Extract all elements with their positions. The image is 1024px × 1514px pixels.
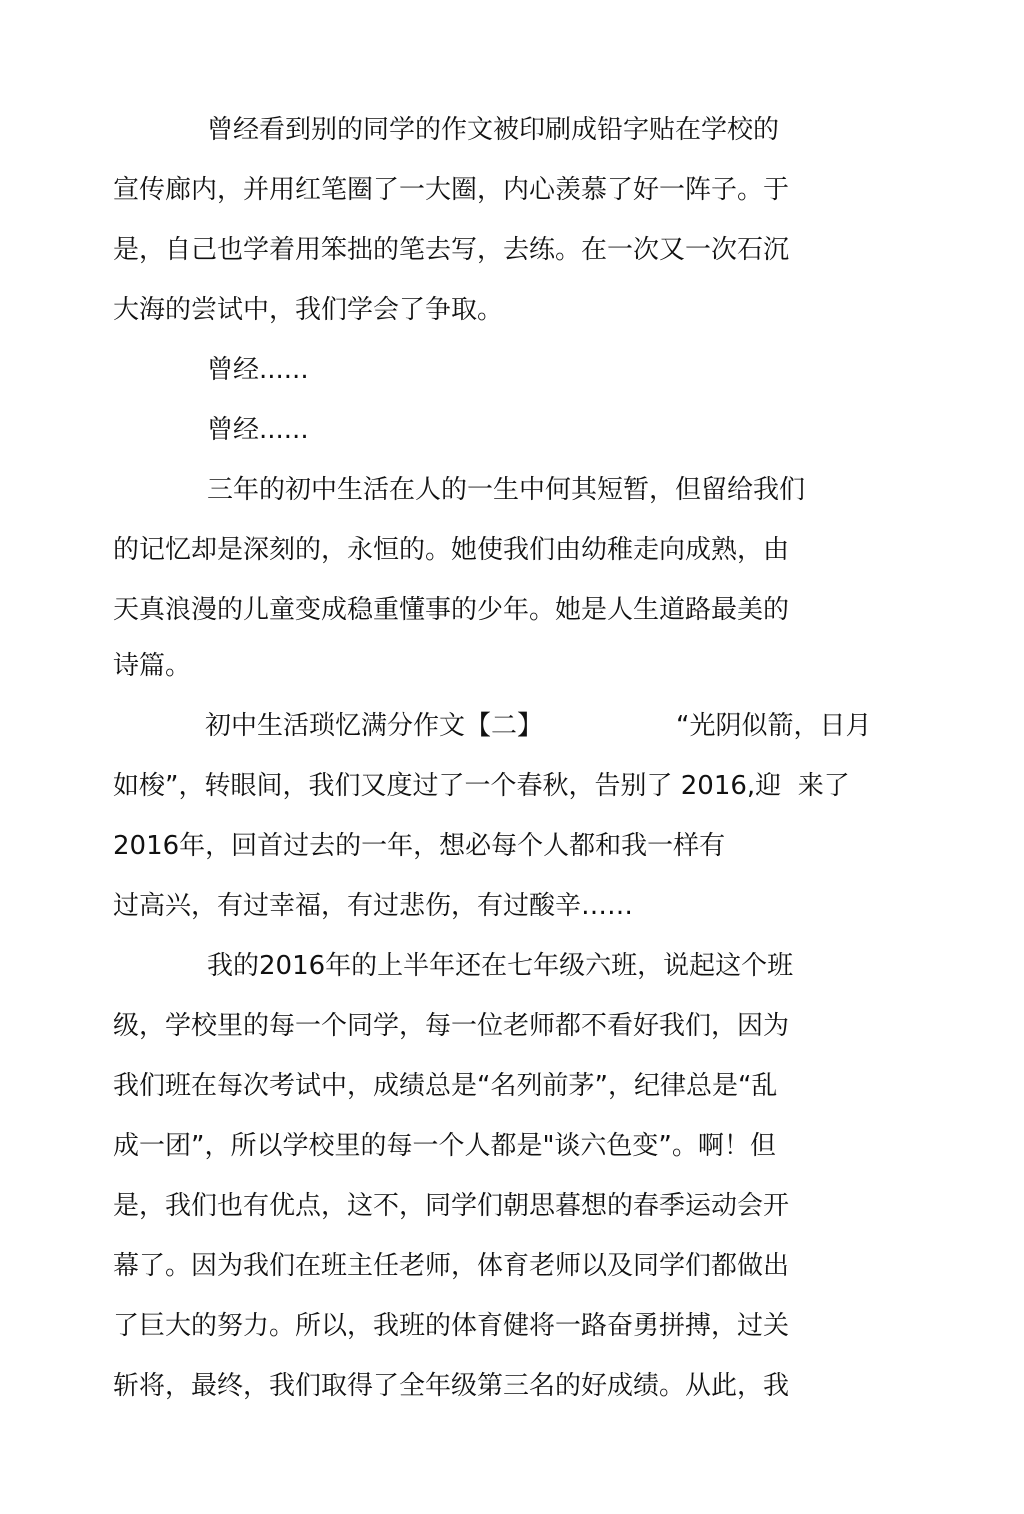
paragraph-5-line-4: 过高兴，有过幸福，有过悲伤，有过酸辛…… [113, 891, 634, 921]
paragraph-5-line-3: 2016年，回首过去的一年，想必每个人都和我一样有 [113, 831, 726, 861]
paragraph-1-line-4: 大海的尝试中，我们学会了争取。 [113, 295, 504, 325]
paragraph-1-line-2: 宣传廊内，并用红笔圈了一大圈，内心羡慕了好一阵子。于 [113, 175, 790, 205]
paragraph-6-line-5: 是，我们也有优点，这不，同学们朝思暮想的春季运动会开 [113, 1191, 790, 1221]
paragraph-1-line-3: 是，自己也学着用笨拙的笔去写，去练。在一次又一次石沉 [113, 235, 790, 265]
paragraph-6-line-4: 成一团”，所以学校里的每一个人都是"谈六色变”。啊！但 [113, 1131, 776, 1161]
paragraph-5-line-2: 如梭”，转眼间，我们又度过了一个春秋，告别了 2016,迎 来了 [113, 771, 850, 801]
paragraph-1-line-1: 曾经看到别的同学的作文被印刷成铅字贴在学校的 [207, 115, 780, 145]
paragraph-4-line-1: 三年的初中生活在人的一生中何其短暂，但留给我们 [207, 475, 806, 505]
paragraph-6-line-6: 幕了。因为我们在班主任老师，体育老师以及同学们都做出 [113, 1251, 790, 1281]
paragraph-6-line-7: 了巨大的努力。所以，我班的体育健将一路奋勇拼搏，过关 [113, 1311, 790, 1341]
paragraph-6-line-3: 我们班在每次考试中，成绩总是“名列前茅”，纪律总是“乱 [113, 1071, 778, 1101]
paragraph-2: 曾经...... [207, 355, 309, 385]
paragraph-4-line-2: 的记忆却是深刻的，永恒的。她使我们由幼稚走向成熟，由 [113, 535, 790, 565]
paragraph-6-line-8: 斩将，最终，我们取得了全年级第三名的好成绩。从此，我 [113, 1371, 790, 1401]
paragraph-6-line-1: 我的2016年的上半年还在七年级六班，说起这个班 [207, 951, 794, 981]
paragraph-6-line-2: 级，学校里的每一个同学，每一位老师都不看好我们，因为 [113, 1011, 790, 1041]
paragraph-4-line-3: 天真浪漫的儿童变成稳重懂事的少年。她是人生道路最美的 [113, 595, 790, 625]
section-heading: 初中生活琐忆满分作文【二】 [205, 711, 544, 741]
paragraph-3: 曾经...... [207, 415, 309, 445]
paragraph-4-line-4: 诗篇。 [113, 651, 192, 681]
paragraph-5-opening: “光阴似箭，日月 [676, 711, 872, 741]
